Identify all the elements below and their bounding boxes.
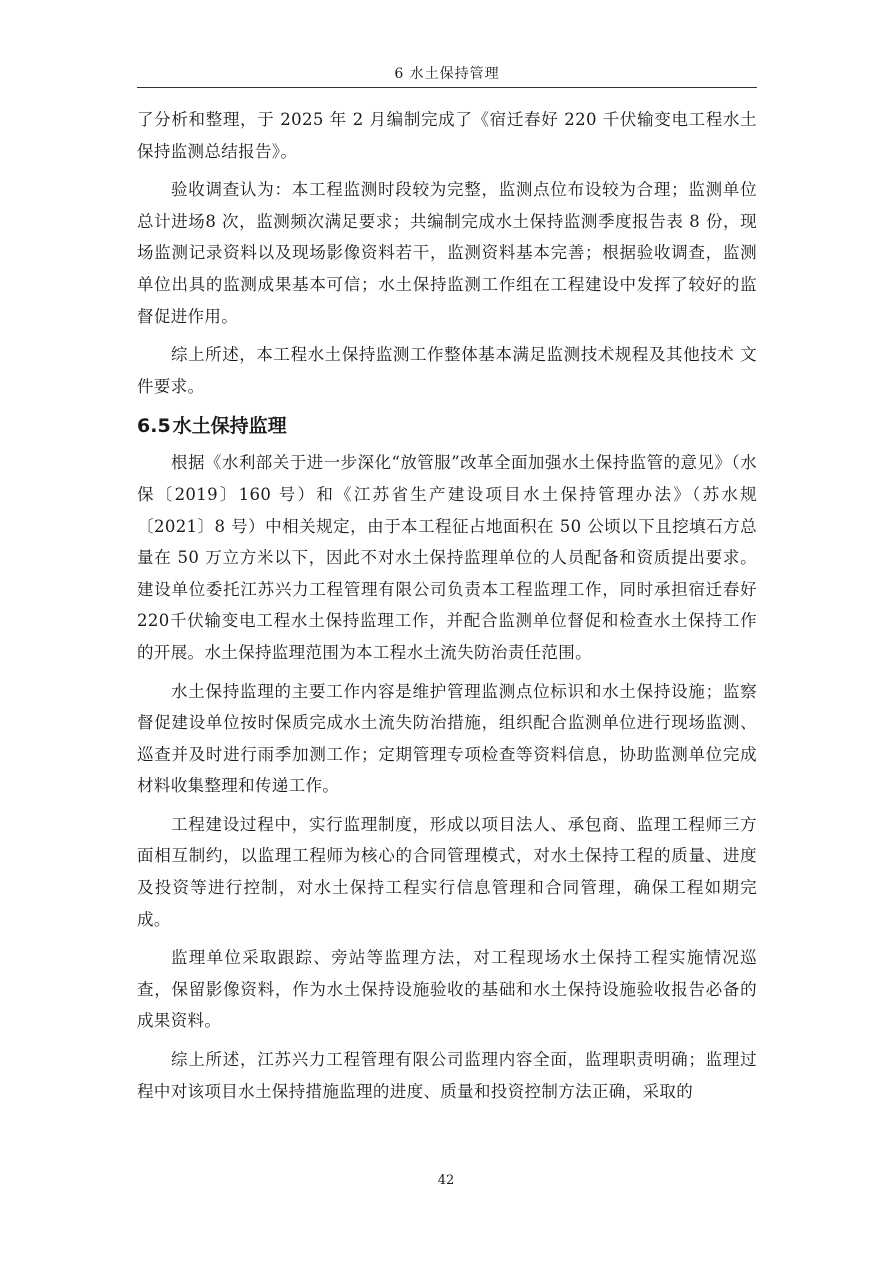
paragraph-supervision-methods: 监理单位采取跟踪、旁站等监理方法，对工程现场水土保持工程实施情况巡查，保留影像资料，作为水土保持设施验收的基础和水土保持设施验收报告必备的成果资料。	[137, 948, 757, 1031]
paragraph-supervision-basis: 根据《水利部关于进一步深化“放管服”改革全面加强水土保持监管的意见》（水保〔2019〕160 号）和《江苏省生产建设项目水土保持管理办法》（苏水规〔2021〕8 号）中相关规定，由于本工程征占地面积在 50 公顷以下且挖填石方总量在 50 万立方米以下，因此不对水土保持监理单位的人员配备和资质提出要求。建设单位委托江苏兴力工程管理有限公司负责本工程监理工作，同时承担宿迁春好220千伏输变电工程水土保持监理工作，并配合监测单位督促和检查水土保持工作的开展。水土保持监理范围为本工程水土流失防治责任范围。	[137, 453, 757, 662]
section-number: 6.5	[137, 415, 171, 438]
paragraph-supervision-summary: 综上所述，江苏兴力工程管理有限公司监理内容全面，监理职责明确；监理过程中对该项目水土保持措施监理的进度、质量和投资控制方法正确，采取的	[137, 1050, 757, 1101]
paragraph-monitoring-summary: 综上所述，本工程水土保持监测工作整体基本满足监测技术规程及其他技术 文件要求。	[137, 345, 757, 396]
running-header: 6 水土保持管理	[394, 66, 500, 82]
paragraph-supervision-tasks: 水土保持监理的主要工作内容是维护管理监测点位标识和水土保持设施；监察督促建设单位按时保质完成水土流失防治措施，组织配合监测单位进行现场监测、巡查并及时进行雨季加测工作；定期管理专项检查等资料信息，协助监测单位完成材料收集整理和传递工作。	[137, 681, 757, 796]
paragraph-continuation: 了分析和整理，于 2025 年 2 月编制完成了《宿迁春好 220 千伏输变电工程水土保持监测总结报告》。	[137, 110, 757, 161]
section-title: 水土保持监理	[172, 415, 287, 438]
page-body	[137, 104, 757, 1114]
page-number: 42	[437, 1173, 455, 1188]
section-heading	[137, 409, 757, 443]
paragraph-acceptance-survey: 验收调查认为：本工程监测时段较为完整，监测点位布设较为合理；监测单位总计进场8 次，监测频次满足要求；共编制完成水土保持监测季度报告表 8 份，现场监测记录资料以及现场影像资料若干，监测资料基本完善；根据验收调查，监测单位出具的监测成果基本可信；水土保持监测工作组在工程建设中发挥了较好的监督促进作用。	[137, 180, 757, 326]
paragraph-construction-process: 工程建设过程中，实行监理制度，形成以项目法人、承包商、监理工程师三方面相互制约，以监理工程师为核心的合同管理模式，对水土保持工程的质量、进度及投资等进行控制，对水土保持工程实行信息管理和合同管理，确保工程如期完成。	[137, 814, 757, 929]
header-divider	[137, 87, 757, 88]
